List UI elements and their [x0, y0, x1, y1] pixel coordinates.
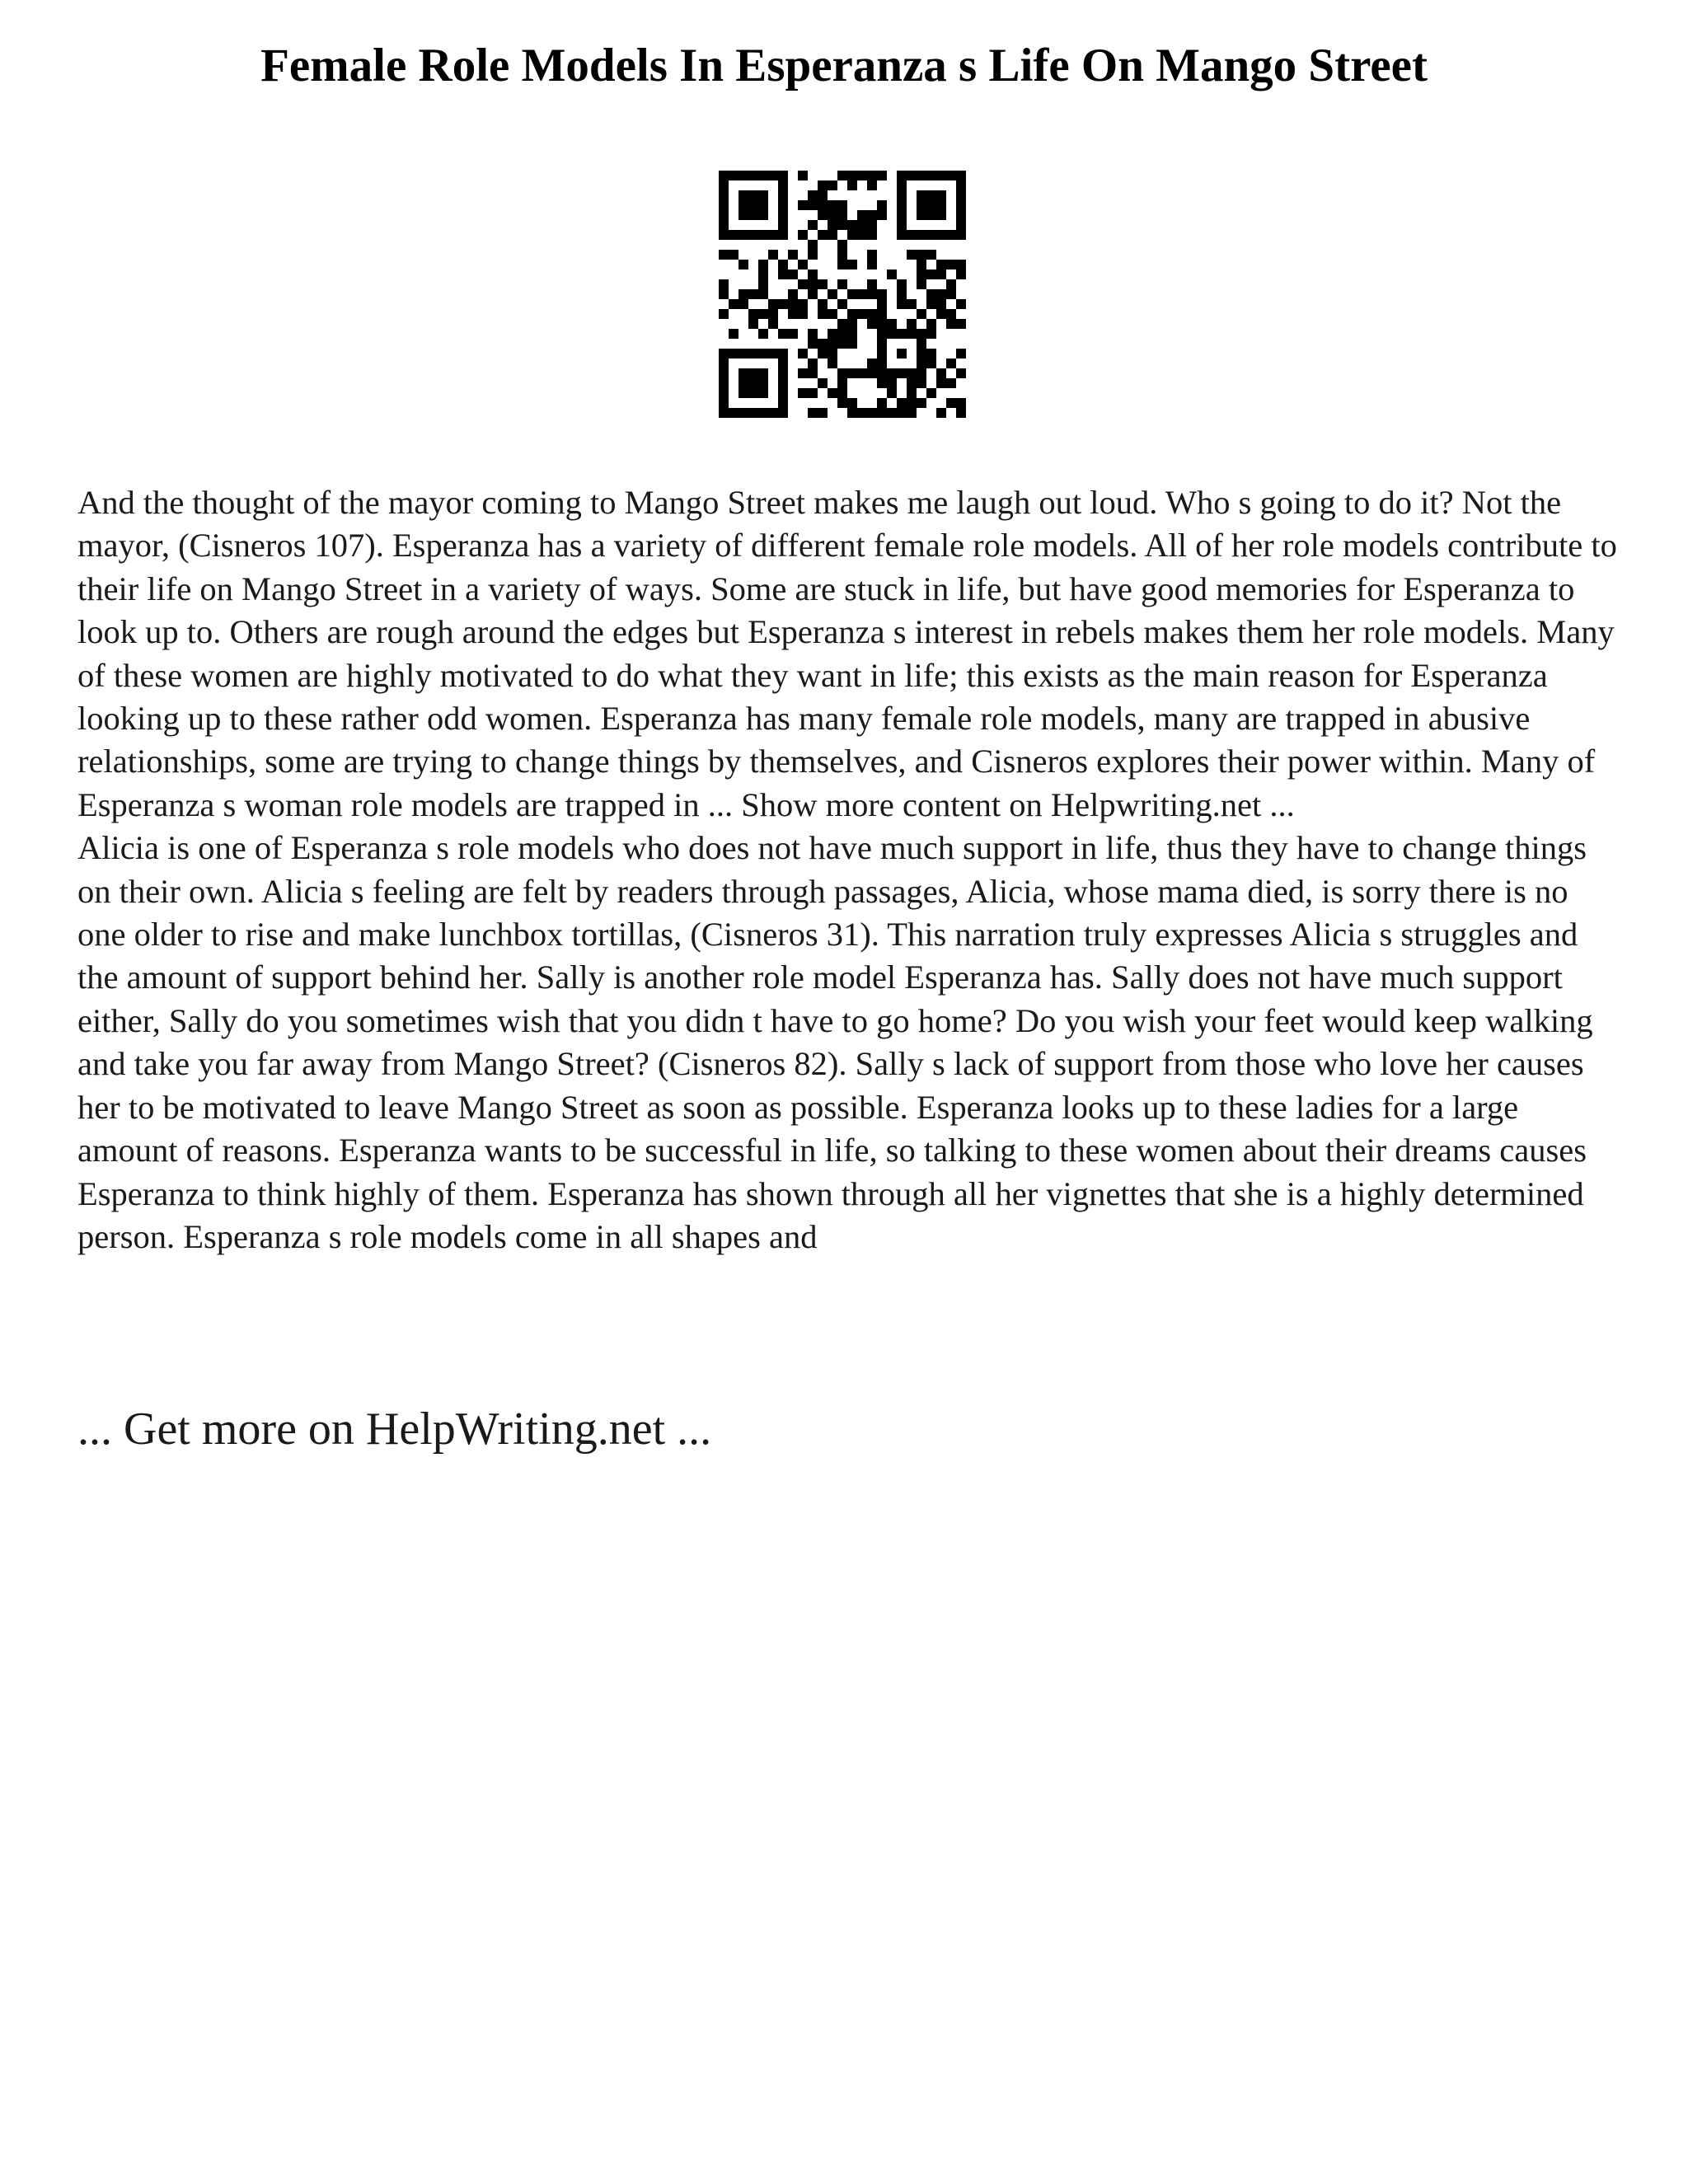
body-paragraph-2: Alicia is one of Esperanza s role models who does not have much support in life, thus they have to change things on their own. Alicia s feeling are felt by readers through passages, Alicia, whose mama died, is sorry there is no one older to rise and make lunchbox tortillas, (Cisneros 31). This narration truly expresses Alicia s struggles and the amount of support behind her. Sally is another role model Esperanza has. Sally does not have much support either, Sally do you sometimes wish that you didn t have to go home? Do you wish your feet would keep walking and take you far away from Mango Street? (Cisneros 82). Sally s lack of support from those who love her causes her to be motivated to leave Mango Street as soon as possible. Esperanza looks up to these ladies for a large amount of reasons. Esperanza wants to be successful in life, so talking to these women about their dreams causes Esperanza to think highly of them. Esperanza has shown through all her vignettes that she is a highly determined person. Esperanza s role models come in all shapes and — [77, 829, 1593, 1255]
qr-code-graphic — [719, 171, 966, 418]
body-paragraph-1: And the thought of the mayor coming to Mango Street makes me laugh out loud. Who s going to do it? Not the mayor, (Cisneros 107). Esperanza has a variety of different female role models. All of her role models contribute to their life on Mango Street in a variety of ways. Some are stuck in life, but have good memories for Esperanza to look up to. Others are rough around the edges but Esperanza s interest in rebels makes them her role models. Many of these women are highly motivated to do what they want in life; this exists as the main reason for Esperanza looking up to these rather odd women. Esperanza has many female role models, many are trapped in abusive relationships, some are trying to change things by themselves, and Cisneros explores their power within. Many of Esperanza s woman role models are trapped in ... Show more content on Helpwriting.net ... — [77, 484, 1617, 823]
document-body — [77, 481, 1619, 1258]
qr-code-icon — [719, 171, 966, 418]
document-title: Female Role Models In Esperanza s Life On Mango Street — [260, 40, 1428, 91]
get-more-link[interactable]: ... Get more on HelpWriting.net ... — [77, 1404, 712, 1455]
